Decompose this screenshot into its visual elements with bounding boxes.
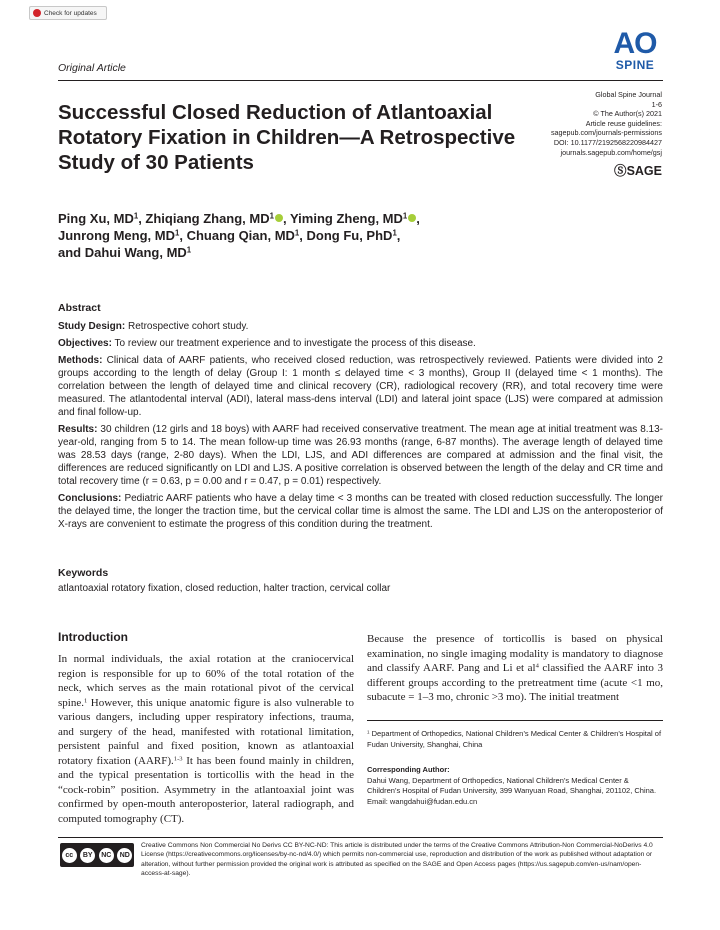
cc-by-icon: BY	[80, 848, 95, 863]
author-affiliation-marker: 1	[175, 228, 180, 238]
author-separator: ,	[396, 228, 401, 243]
author-name: Junrong Meng, MD	[58, 228, 175, 243]
body-text: However, this unique anatomic figure is also vulnerable to various dangers, including upper respiratory infections, trauma, and surgery of the head, manifested with rotational limitation, persistent painful and fixed position, known as atlantoaxial rotatory fixation (AARF).	[58, 696, 354, 767]
keywords-text: atlantoaxial rotatory fixation, closed reduction, halter traction, cervical collar	[58, 583, 391, 594]
corresponding-author	[367, 765, 663, 807]
author-separator: ,	[299, 228, 307, 243]
cc-icon: cc	[62, 848, 77, 863]
abstract-heading: Abstract	[58, 302, 101, 314]
abstract-section	[58, 492, 663, 531]
journal-meta	[480, 90, 662, 157]
doi[interactable]: DOI: 10.1177/2192568220984427	[553, 137, 662, 147]
cc-nd-icon: ND	[117, 848, 132, 863]
abstract-section-label: Results:	[58, 424, 98, 435]
abstract-section	[58, 354, 663, 419]
author-affiliation-marker: 1	[402, 211, 408, 221]
abstract-section-text: To review our treatment experience and to investigate the process of this disease.	[114, 338, 476, 349]
introduction-right-column	[367, 632, 663, 705]
page-range: 1-6	[651, 99, 662, 109]
abstract-section-text: 30 children (12 girls and 18 boys) with AARF had received conservative treatment. The mean age at initial treatment was 8.13-year-old, ranging from 5 to 14. The mean follow-up time was 26.93 months (range, 6-87 months). The average length of delayed time was 28.53 days (range, 2-80 days). When the LDI, LJS, and ADI differences are compared at admission and the final visit, the differences are reduced significantly on LDI and LJS. A positive correlation is observed between the length of the delay and CR time and total recovery time (r = 0.63, p = 0.00 and r = 0.47, p = 0.01) respectively.	[58, 424, 664, 487]
cc-license-badge[interactable]	[60, 843, 134, 867]
reuse-label: Article reuse guidelines:	[585, 118, 662, 128]
header-divider	[58, 80, 663, 81]
author-affiliation-marker: 1	[269, 211, 274, 221]
abstract-section-label: Methods:	[58, 355, 103, 366]
affiliation-text: Department of Orthopedics, National Children’s Medical Center & Children’s Hospital of Fudan University, Shanghai, China	[367, 729, 662, 749]
sage-s-icon: Ⓢ	[614, 164, 627, 178]
sage-logo	[560, 161, 662, 179]
copyright: © The Author(s) 2021	[593, 109, 662, 119]
body-text: classified the AARF into 3 different groups according to the pretreatment time (acute <1 mo, subacute = 1–3 mo, chronic >3 mo). The initial treatment	[367, 662, 663, 703]
abstract-section-label: Objectives:	[58, 338, 112, 349]
affiliation	[367, 729, 663, 750]
abstract-section-label: Conclusions:	[58, 493, 122, 504]
author-name: Chuang Qian, MD	[186, 228, 295, 243]
corresponding-address: Dahui Wang, Department of Orthopedics, National Children’s Medical Center & Children’s Hospital of Fudan University, 399 Wanyuan Road, Shanghai, 201102, China.	[367, 775, 657, 795]
author-separator: ,	[282, 211, 290, 226]
check-for-updates-button[interactable]	[29, 6, 107, 20]
author-separator: ,	[416, 211, 420, 226]
sage-logo-text: SAGE	[626, 164, 662, 178]
author-separator: ,	[179, 228, 187, 243]
abstract-section-text: Clinical data of AARF patients, who received closed reduction, was retrospectively reviewed. Patients were divided into 2 groups according to the length of delay (Group I: 1 month ≤ delayed time < 3 months), Group II (delayed time < 1 months). The correlation between the length of delayed time and clinical recovery (CR), radiological recovery (RR), and total recovery time were measured. The atlantodental interval (ADI), lateral mass-dens interval (LDI) and lateral joint space (LJS) were compared at admission and final follow-up.	[58, 355, 663, 418]
introduction-heading: Introduction	[58, 630, 128, 644]
introduction-left-column	[58, 652, 354, 826]
orcid-icon[interactable]	[275, 214, 283, 222]
logo-spine-text: SPINE	[615, 58, 655, 72]
cc-nc-icon: NC	[99, 848, 114, 863]
corresponding-heading: Corresponding Author:	[367, 765, 450, 774]
abstract-section	[58, 337, 663, 350]
abstract-section	[58, 423, 663, 488]
author-name: Dong Fu, PhD	[306, 228, 393, 243]
corresponding-email[interactable]: Email: wangdahui@fudan.edu.cn	[367, 796, 478, 806]
crossmark-icon	[33, 9, 41, 17]
abstract	[58, 302, 663, 535]
keywords-heading: Keywords	[58, 567, 109, 579]
citation-marker: 1-3	[173, 754, 183, 762]
abstract-section	[58, 320, 663, 333]
author-affiliation-marker: 1	[294, 228, 300, 238]
check-for-updates-label: Check for updates	[44, 9, 97, 17]
article-type: Original Article	[58, 62, 126, 74]
abstract-section-text: Retrospective cohort study.	[128, 321, 249, 332]
citation-marker: 4	[535, 662, 539, 670]
author-name: Ping Xu, MD	[58, 211, 134, 226]
author-list	[58, 210, 488, 261]
author-name: Yiming Zheng, MD	[289, 211, 403, 226]
journal-home-link[interactable]: journals.sagepub.com/home/gsj	[560, 147, 662, 157]
journal-name: Global Spine Journal	[595, 90, 662, 99]
author-name: Zhiqiang Zhang, MD	[145, 211, 270, 226]
body-text: It has been found mainly in children, and the typical presentation is torticollis with the head in the “cock-robin” position. Asymmetry in the atlantoaxial joint was confirmed by open-mouth anteroposterior, lateral radiograph, and computed tomography (CT).	[58, 754, 354, 825]
aospine-logo	[600, 27, 670, 72]
citation-marker: 1	[83, 696, 88, 704]
author-affiliation-marker: 1	[133, 211, 139, 221]
abstract-section-label: Study Design:	[58, 321, 126, 332]
affiliation-marker: 1	[367, 729, 370, 735]
abstract-section-text: Pediatric AARF patients who have a delay time < 3 months can be treated with closed reduction successfully. The longer the delayed time, the longer the traction time, but the cervical collar time is almost the same. The LDI and LJS on the anteroposterior of X-rays are convenient to estimate the progress of this condition during the treatment.	[58, 493, 664, 530]
license-divider	[58, 837, 663, 838]
author-name: and Dahui Wang, MD	[58, 245, 187, 260]
license-text: Creative Commons Non Commercial No Derivs CC BY-NC-ND: This article is distributed under the terms of the Creative Commons Attribution-Non Commercial-NoDerivs 4.0 License (https://creativecommons.org/licenses/by-nc-nd/4.0/) which permits non-commercial use, reproduction and distribution of the work as published without adaptation or alteration, without further permission provided the original work is attributed as specified on the SAGE and Open Access pages (https://us.sagepub.com/en-us/nam/open-access-at-sage).	[141, 842, 653, 878]
body-text: Because the presence of torticollis is based on physical examination, no single imaging modality is mandatory to diagnose and classify AARF. Pang and Li et al	[367, 633, 663, 674]
keywords	[58, 567, 663, 595]
logo-ao-text: AO	[613, 27, 657, 60]
author-separator: ,	[138, 211, 146, 226]
permissions-link[interactable]: sagepub.com/journals-permissions	[550, 128, 662, 138]
author-affiliation-marker: 1	[392, 228, 397, 238]
author-affiliation-marker: 1	[186, 245, 192, 255]
article-title: Successful Closed Reduction of Atlantoaxial Rotatory Fixation in Children—A Retrospective Study of 30 Patients	[58, 101, 516, 174]
footnote-divider	[367, 720, 663, 721]
body-text: In normal individuals, the axial rotation at the craniocervical region is responsible for up to 60% of the total rotation of the neck, which serves as the main rotational pivot of the cervical spine.	[58, 653, 354, 709]
